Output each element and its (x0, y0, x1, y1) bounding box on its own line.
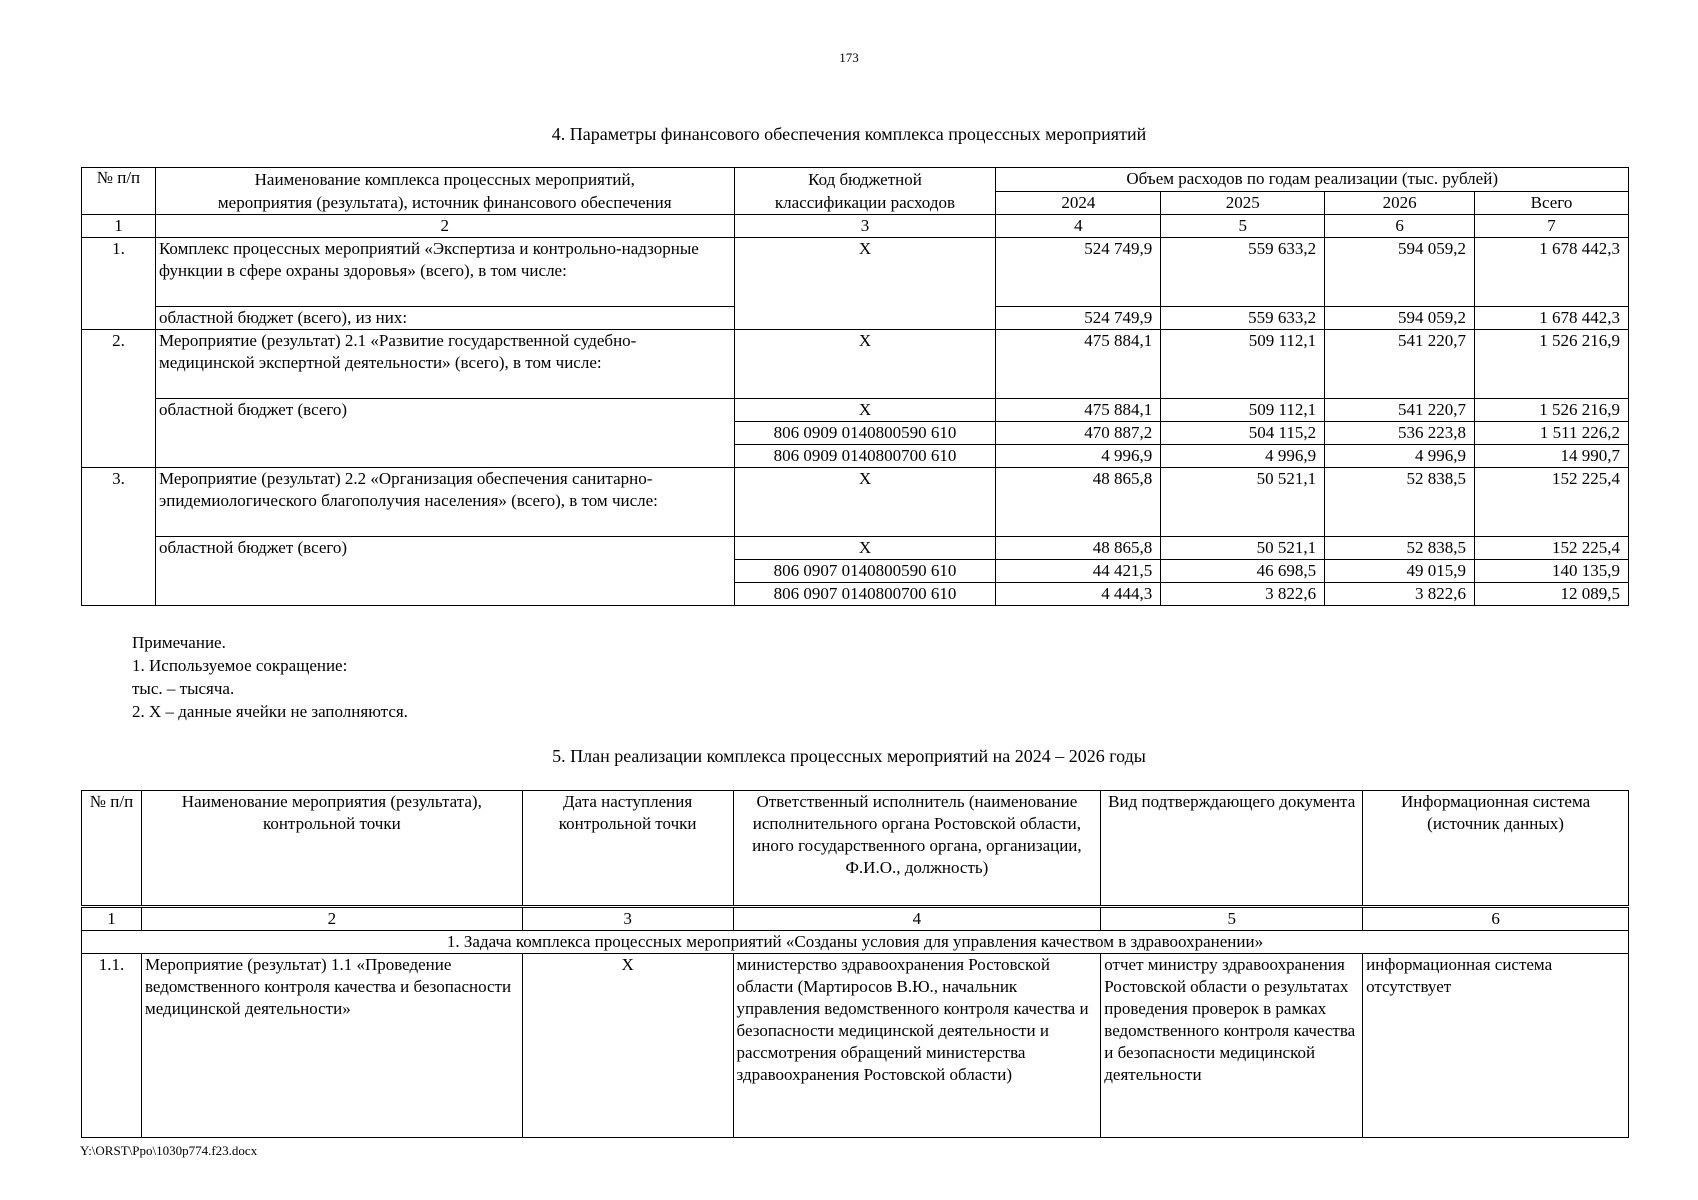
value-2025: 46 698,5 (1161, 560, 1325, 583)
value-total: 1 678 442,3 (1475, 238, 1629, 307)
value-2025: 559 633,2 (1161, 238, 1325, 307)
header-num: № п/п (82, 791, 142, 907)
header-name-line2: мероприятия (результата), источник финансового обеспечения (217, 193, 672, 212)
row-code: X (734, 238, 996, 330)
page-number: 173 (839, 50, 859, 65)
value-2025: 509 112,1 (1161, 330, 1325, 399)
value-2024: 524 749,9 (996, 307, 1161, 330)
value-total: 1 526 216,9 (1475, 399, 1629, 422)
header-total: Всего (1475, 191, 1629, 215)
value-2025: 559 633,2 (1161, 307, 1325, 330)
value-2024: 524 749,9 (996, 238, 1161, 307)
value-2024: 475 884,1 (996, 330, 1161, 399)
row-code: X (734, 399, 996, 422)
header-doc: Вид подтверждающего документа (1101, 791, 1363, 907)
task-row (82, 931, 1629, 954)
notes-line: 1. Используемое сокращение: (132, 656, 348, 675)
value-total: 140 135,9 (1475, 560, 1629, 583)
plan-table (81, 790, 1629, 1138)
value-2024: 475 884,1 (996, 399, 1161, 422)
finance-table (81, 167, 1629, 606)
header-volume: Объем расходов по годам реализации (тыс. рублей) (996, 168, 1629, 192)
header-system: Информационная система (источник данных) (1363, 791, 1629, 907)
col-number: 2 (155, 215, 734, 238)
col-number: 7 (1475, 215, 1629, 238)
section4-title: 4. Параметры финансового обеспечения комплекса процессных мероприятий (551, 124, 1147, 144)
col-number: 5 (1161, 215, 1325, 238)
col-number: 6 (1325, 215, 1475, 238)
row-name: Комплекс процессных мероприятий «Экспертиза и контрольно-надзорные функции в сфере охраны здоровья» (всего), в том числе: (155, 238, 734, 307)
task-title: 1. Задача комплекса процессных мероприятий «Созданы условия для управления качеством в здравоохранении» (82, 931, 1629, 954)
table-row (82, 537, 1629, 560)
row-system: информационная система отсутствует (1363, 954, 1629, 1138)
value-2026: 536 223,8 (1325, 422, 1475, 445)
row-num: 1.1. (82, 954, 142, 1138)
header-name: Наименование мероприятия (результата), контрольной точки (141, 791, 522, 907)
value-2025: 509 112,1 (1161, 399, 1325, 422)
value-2026: 594 059,2 (1325, 307, 1475, 330)
col-number: 3 (522, 907, 733, 931)
value-2024: 4 444,3 (996, 583, 1161, 606)
col-number: 2 (141, 907, 522, 931)
header-code (734, 168, 996, 215)
row-code: 806 0907 0140800700 610 (734, 583, 996, 606)
value-total: 152 225,4 (1475, 468, 1629, 537)
row-name: областной бюджет (всего) (155, 537, 734, 606)
value-total: 1 678 442,3 (1475, 307, 1629, 330)
col-number: 4 (996, 215, 1161, 238)
value-2024: 48 865,8 (996, 468, 1161, 537)
value-2024: 470 887,2 (996, 422, 1161, 445)
header-name (155, 168, 734, 215)
header-code-line2: классификации расходов (774, 193, 955, 212)
value-2026: 52 838,5 (1325, 468, 1475, 537)
value-2024: 44 421,5 (996, 560, 1161, 583)
value-2026: 4 996,9 (1325, 445, 1475, 468)
row-code: X (734, 468, 996, 537)
row-num: 1. (82, 238, 156, 330)
table-header-row (82, 791, 1629, 907)
value-2024: 4 996,9 (996, 445, 1161, 468)
value-2026: 594 059,2 (1325, 238, 1475, 307)
value-total: 152 225,4 (1475, 537, 1629, 560)
col-number: 4 (733, 907, 1101, 931)
col-number: 1 (82, 907, 142, 931)
row-name: Мероприятие (результат) 1.1 «Проведение ведомственного контроля качества и безопасности медицинской деятельности» (141, 954, 522, 1138)
value-2025: 4 996,9 (1161, 445, 1325, 468)
row-executor: министерство здравоохранения Ростовской области (Мартиросов В.Ю., начальник управления ведомственного контроля качества и безопасности медицинской деятельности и рассмотрения обращений министерства здравоохранения Ростовской области) (733, 954, 1101, 1138)
header-date: Дата наступления контрольной точки (522, 791, 733, 907)
row-doc: отчет министру здравоохранения Ростовской области о результатах проведения проверок в рамках ведомственного контроля качества и безопасности медицинской деятельности (1101, 954, 1363, 1138)
value-2026: 52 838,5 (1325, 537, 1475, 560)
header-2026: 2026 (1325, 191, 1475, 215)
column-number-row (82, 907, 1629, 931)
value-2026: 541 220,7 (1325, 399, 1475, 422)
section5-title: 5. План реализации комплекса процессных мероприятий на 2024 – 2026 годы (552, 746, 1146, 766)
table-row (82, 330, 1629, 399)
notes-heading: Примечание. (132, 633, 226, 652)
row-date: X (522, 954, 733, 1138)
header-2024: 2024 (996, 191, 1161, 215)
value-total: 12 089,5 (1475, 583, 1629, 606)
row-code: 806 0909 0140800700 610 (734, 445, 996, 468)
value-2025: 50 521,1 (1161, 468, 1325, 537)
col-number: 3 (734, 215, 996, 238)
col-number: 1 (82, 215, 156, 238)
header-name-line1: Наименование комплекса процессных мероприятий, (254, 170, 635, 189)
value-total: 1 511 226,2 (1475, 422, 1629, 445)
row-code: 806 0907 0140800590 610 (734, 560, 996, 583)
row-code: X (734, 537, 996, 560)
table-header-row (82, 168, 1629, 192)
table-row (82, 399, 1629, 422)
notes (132, 631, 408, 723)
notes-line: тыс. – тысяча. (132, 679, 235, 698)
header-executor: Ответственный исполнитель (наименование исполнительного органа Ростовской области, иного государственного органа, организации, Ф.И.О., должность) (733, 791, 1101, 907)
table-row (82, 468, 1629, 537)
value-total: 14 990,7 (1475, 445, 1629, 468)
value-2025: 50 521,1 (1161, 537, 1325, 560)
header-2025: 2025 (1161, 191, 1325, 215)
notes-line: 2. X – данные ячейки не заполняются. (132, 702, 408, 721)
header-code-line1: Код бюджетной (808, 170, 922, 189)
value-2026: 541 220,7 (1325, 330, 1475, 399)
value-2024: 48 865,8 (996, 537, 1161, 560)
table-row (82, 954, 1629, 1138)
row-num: 2. (82, 330, 156, 468)
row-name: Мероприятие (результат) 2.2 «Организация обеспечения санитарно-эпидемиологического благополучия населения» (всего), в том числе: (155, 468, 734, 537)
row-name: областной бюджет (всего) (155, 399, 734, 468)
row-name: областной бюджет (всего), из них: (155, 307, 734, 330)
col-number: 6 (1363, 907, 1629, 931)
value-2025: 504 115,2 (1161, 422, 1325, 445)
value-2026: 49 015,9 (1325, 560, 1475, 583)
row-code: 806 0909 0140800590 610 (734, 422, 996, 445)
row-code: X (734, 330, 996, 399)
row-name: Мероприятие (результат) 2.1 «Развитие государственной судебно-медицинской экспертной деятельности» (всего), в том числе: (155, 330, 734, 399)
row-num: 3. (82, 468, 156, 606)
col-number: 5 (1101, 907, 1363, 931)
value-total: 1 526 216,9 (1475, 330, 1629, 399)
table-row (82, 238, 1629, 307)
value-2026: 3 822,6 (1325, 583, 1475, 606)
column-number-row (82, 215, 1629, 238)
header-num: № п/п (82, 168, 156, 215)
value-2025: 3 822,6 (1161, 583, 1325, 606)
footer-file-path: Y:\ORST\Ppo\1030p774.f23.docx (80, 1143, 258, 1158)
